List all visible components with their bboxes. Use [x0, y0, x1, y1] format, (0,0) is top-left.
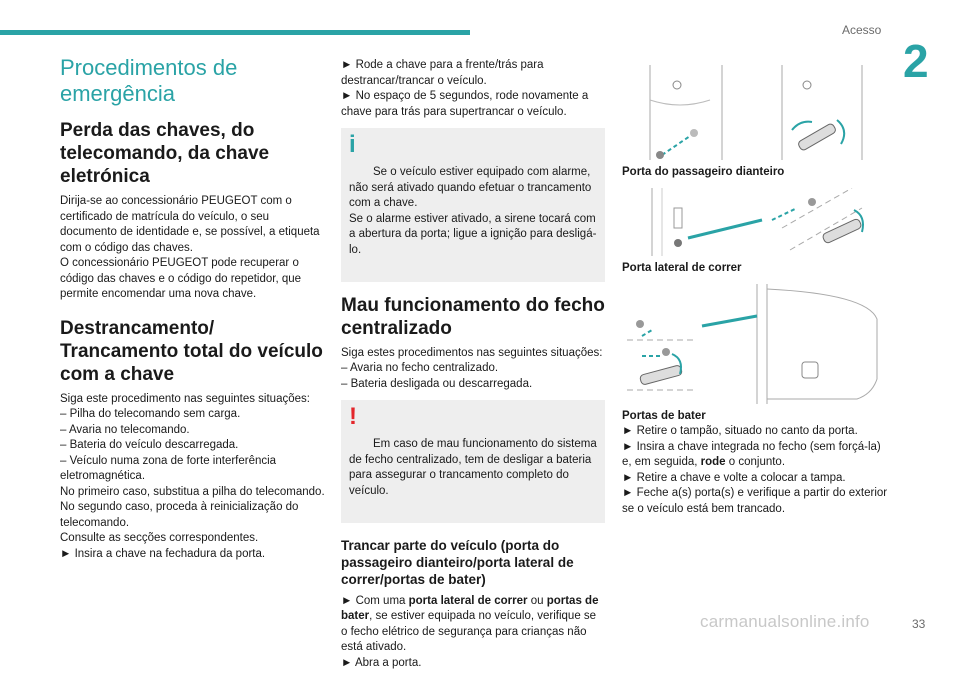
section-title: Procedimentos de emergência [60, 55, 238, 106]
caption-sliding-door: Porta lateral de correr [622, 262, 742, 274]
warning-icon: ! [349, 403, 357, 430]
header-accent-bar [0, 30, 470, 35]
sliding-door-lock-illustration [622, 188, 872, 256]
column-left [60, 55, 328, 564]
rear-text-2: o conjunto. ► Retire a chave e volte a colocar a tampa. ► Feche a(s) porta(s) e verifique a partir do exterior se o veículo está bem trancado. [622, 456, 888, 515]
central-locking-text: Siga estes procedimentos nas seguintes situações: – Avaria no fecho centralizado. – Bateria desligada ou descarregada. [341, 346, 603, 390]
heading-partial-locking: Trancar parte do veículo (porta do passageiro dianteiro/porta lateral de correr/portas de bater) [341, 537, 574, 587]
info-icon: i [349, 131, 356, 158]
key-turn-text: ► Rode a chave para a frente/trás para destrancar/trancar o veículo. ► No espaço de 5 segundos, rode novamente a chave para trás para supertrancar o veículo. [341, 59, 589, 118]
watermark: carmanualsonline.info [700, 612, 870, 631]
rear-doors-text [622, 424, 892, 517]
partial-text-2: ou [527, 594, 547, 607]
rear-bold: rode [700, 456, 726, 468]
front-door-lock-illustration [622, 60, 872, 160]
rear-text-1: ► Retire o tampão, situado no canto da porta. ► Insira a chave integrada no fecho (sem forçá-la) e, em seguida, [622, 425, 881, 468]
lost-keys-text: Dirija-se ao concessionário PEUGEOT com o certificado de matrícula do veículo, o seu documento de identidade e, se possível, a etiqueta com o código das chaves. O concessionário PEUGEOT pode recuperar o código das chaves e o código do repetidor, que permite encomendar uma nova chave. [60, 195, 320, 300]
rear-doors-lock-illustration [622, 284, 884, 404]
warning-note-text: Em caso de mau funcionamento do sistema de fecho centralizado, tem de desligar a bateria para assegurar o trancamento completo do veículo. [349, 438, 597, 497]
column-middle [341, 58, 605, 673]
info-note-text: Se o veículo estiver equipado com alarme, não será ativado quando efetuar o trancamento com a chave. Se o alarme estiver ativado, a sirene tocará com a abertura da porta; ligue a ignição para desligá-lo. [349, 166, 597, 256]
running-header: Acesso [842, 23, 882, 37]
heading-key-locking: Destrancamento/ Trancamento total do veículo com a chave [60, 317, 323, 385]
heading-central-locking: Mau funcionamento do fecho centralizado [341, 294, 605, 339]
caption-front-door: Porta do passageiro dianteiro [622, 166, 785, 178]
partial-bold-1: porta lateral de correr [408, 594, 528, 607]
caption-rear-doors: Portas de bater [622, 410, 706, 422]
column-right [622, 60, 892, 519]
partial-locking-text [341, 594, 605, 672]
heading-lost-keys: Perda das chaves, do telecomando, da chave eletrónica [60, 120, 270, 187]
partial-text-3: , se estiver equipada no veículo, verifique se o fecho elétrico de segurança para crianças não está ativado. ► Abra a porta. [341, 610, 597, 669]
partial-bold-2: portas de bater [341, 594, 599, 622]
warning-note [341, 400, 605, 523]
partial-text-1: ► Com uma [341, 594, 409, 607]
key-locking-text: Siga este procedimento nas seguintes situações: – Pilha do telecomando sem carga. – Avaria no telecomando. – Bateria do veículo descarregada. – Veículo numa zona de forte interferência eletromagnética. No primeiro caso, substitua a pilha do telecomando. No segundo caso, proceda à reinicialização do telecomando. Consulte as secções correspondentes. ► Insira a chave na fechadura da porta. [60, 392, 325, 560]
chapter-number: 2 [903, 35, 929, 87]
info-note [341, 128, 605, 282]
page-number: 33 [912, 617, 926, 631]
